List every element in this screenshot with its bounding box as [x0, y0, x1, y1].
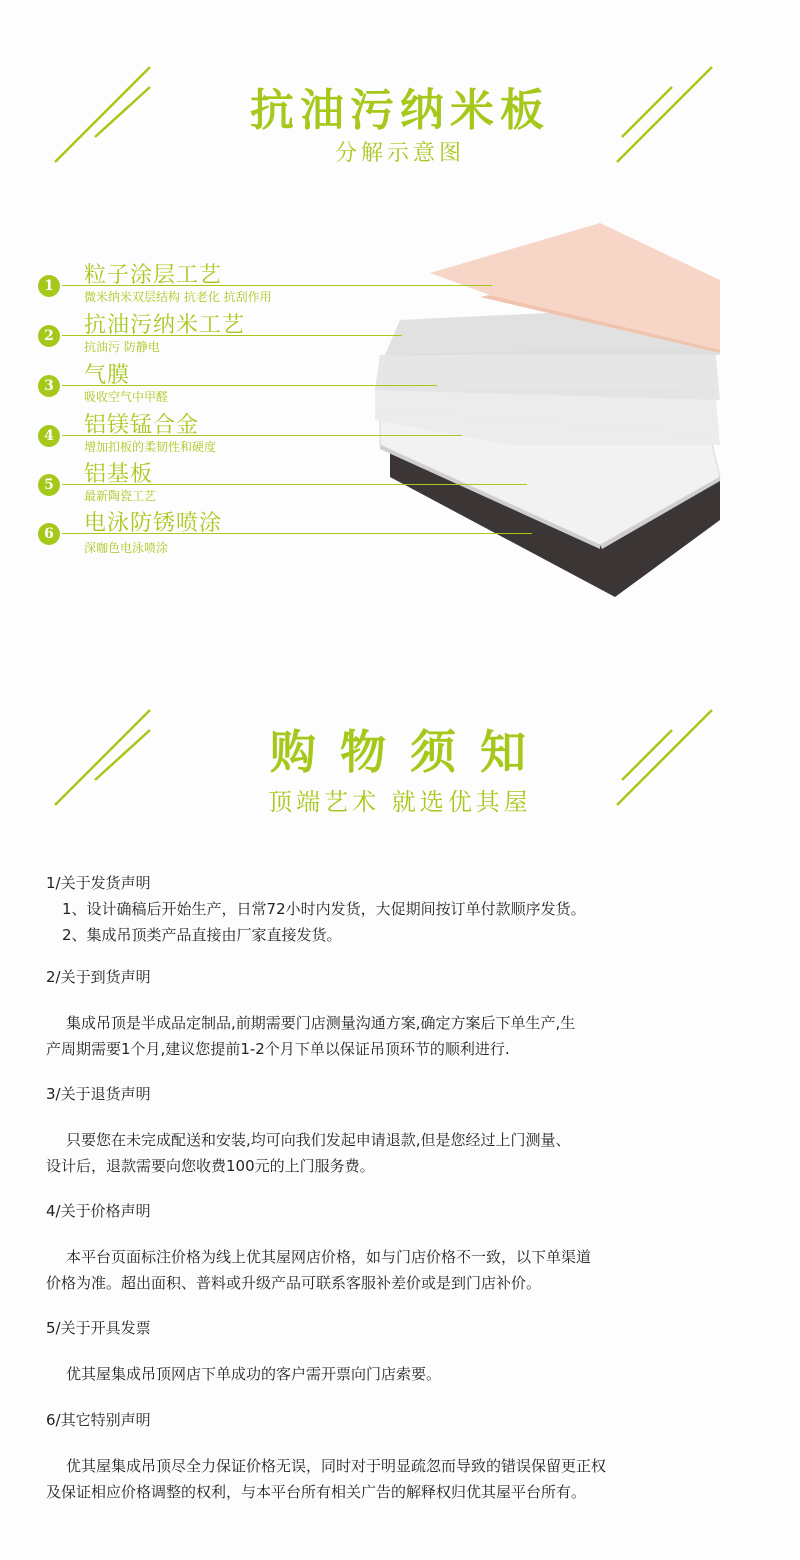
layer-item-2	[38, 313, 558, 362]
layer-desc: 最新陶瓷工艺	[84, 489, 157, 503]
layer-title: 气膜	[84, 363, 131, 388]
notice-3	[46, 1081, 766, 1179]
section2-subtitle: 顶端艺术 就选优其屋	[268, 788, 532, 816]
notice-heading: 4/关于价格声明	[46, 1202, 151, 1220]
layer-desc: 深咖色电泳喷涂	[84, 541, 169, 555]
notice-line: 及保证相应价格调整的权利，与本平台所有相关广告的解释权归优其屋平台所有。	[46, 1483, 587, 1501]
number-badge-5: 5	[38, 474, 60, 496]
notice-line: 设计后，退款需要向您收费100元的上门服务费。	[46, 1157, 375, 1175]
layer-title: 电泳防锈喷涂	[84, 511, 223, 536]
notice-line: 价格为准。超出面积、普料或升级产品可联系客服补差价或是到门店补价。	[46, 1274, 542, 1292]
section1-title: 抗油污纳米板	[250, 85, 550, 136]
notice-heading: 1/关于发货声明	[46, 874, 151, 892]
notice-line: 1、设计确稿后开始生产，日常72小时内发货，大促期间按订单付款顺序发货。	[62, 900, 586, 918]
notice-line: 集成吊顶是半成品定制品,前期需要门店测量沟通方案,确定方案后下单生产,生	[66, 1014, 576, 1032]
layer-item-4	[38, 413, 558, 462]
layer-desc: 吸收空气中甲醛	[84, 390, 169, 404]
layer-title: 粒子涂层工艺	[84, 263, 223, 288]
layer-item-3	[38, 363, 558, 412]
notice-heading: 3/关于退货声明	[46, 1085, 151, 1103]
notice-5	[46, 1315, 766, 1387]
number-badge-2: 2	[38, 325, 60, 347]
number-badge-6: 6	[38, 523, 60, 545]
layer-item-5	[38, 462, 558, 511]
layer-desc: 抗油污 防静电	[84, 340, 160, 354]
layer-item-6	[38, 511, 558, 560]
notice-heading: 5/关于开具发票	[46, 1319, 151, 1337]
number-badge-3: 3	[38, 375, 60, 397]
layer-title: 铝基板	[84, 462, 154, 487]
section1-subtitle: 分解示意图	[334, 141, 465, 166]
number-badge-4: 4	[38, 425, 60, 447]
notice-4	[46, 1198, 766, 1296]
notice-line: 2、集成吊顶类产品直接由厂家直接发货。	[62, 926, 342, 944]
notice-1	[46, 870, 766, 948]
notice-2	[46, 964, 766, 1062]
layer-item-1	[38, 263, 558, 312]
number-badge-1: 1	[38, 275, 60, 297]
notice-line: 优其屋集成吊顶网店下单成功的客户需开票向门店索要。	[66, 1365, 442, 1383]
notice-heading: 6/其它特别声明	[46, 1411, 151, 1429]
layer-desc: 微米纳米双层结构 抗老化 抗刮作用	[84, 290, 272, 304]
notice-line: 优其屋集成吊顶尽全力保证价格无误，同时对于明显疏忽而导致的错误保留更正权	[66, 1457, 607, 1475]
layer-desc: 增加扣板的柔韧性和硬度	[84, 440, 217, 454]
notice-heading: 2/关于到货声明	[46, 968, 151, 986]
layer-title: 抗油污纳米工艺	[84, 313, 246, 338]
section2-title: 购 物 须 知	[269, 725, 531, 779]
notice-6	[46, 1407, 766, 1505]
notice-line: 只要您在未完成配送和安装,均可向我们发起申请退款,但是您经过上门测量、	[66, 1131, 571, 1149]
layer-title: 铝镁锰合金	[84, 413, 200, 438]
notice-line: 本平台页面标注价格为线上优其屋网店价格，如与门店价格不一致，以下单渠道	[66, 1248, 592, 1266]
notice-line: 产周期需要1个月,建议您提前1-2个月下单以保证吊顶环节的顺利进行.	[46, 1040, 510, 1058]
